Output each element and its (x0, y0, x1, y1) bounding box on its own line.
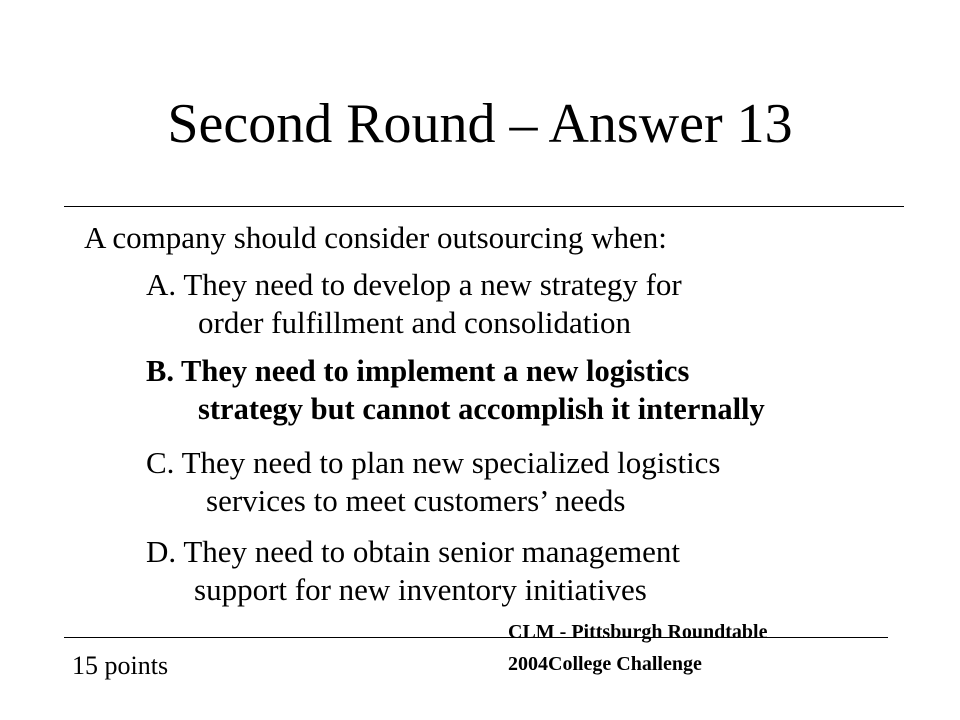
option-d-line1: D. They need to obtain senior management (146, 534, 681, 569)
answer-option-b-correct (146, 352, 765, 428)
answer-option-a (146, 266, 682, 342)
option-a-line1: A. They need to develop a new strategy for (146, 267, 682, 302)
answer-option-d (146, 533, 680, 609)
footer-event: 2004College Challenge (508, 653, 702, 675)
points-label: 15 points (72, 651, 169, 680)
slide-title: Second Round – Answer 13 (167, 93, 793, 155)
footer-divider-left (64, 637, 504, 638)
footer-org: CLM - Pittsburgh Roundtable (508, 621, 768, 643)
question-text: A company should consider outsourcing when: (84, 220, 667, 255)
option-b-line2: strategy but cannot accomplish it internally (198, 392, 765, 426)
title-divider (64, 206, 904, 207)
option-c-line1: C. They need to plan new specialized logistics (146, 445, 721, 480)
option-b-line1: B. They need to implement a new logistics (146, 354, 690, 388)
footer-credits (508, 616, 767, 680)
option-a-line2: order fulfillment and consolidation (198, 305, 632, 340)
option-d-line2: support for new inventory initiatives (194, 572, 647, 607)
option-c-line2: services to meet customers’ needs (206, 483, 626, 518)
answer-option-c (146, 444, 721, 520)
